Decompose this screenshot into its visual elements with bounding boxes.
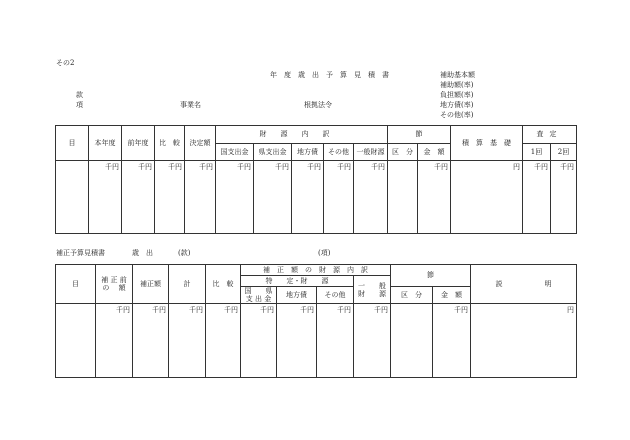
cell2-ippan[interactable]: 千円: [354, 304, 391, 378]
col-sonota: その他: [324, 144, 354, 161]
cell2-hoseimae[interactable]: 千円: [96, 304, 133, 378]
label-hojo-ritsu: 補助額(率): [440, 81, 474, 89]
cell-chihousai[interactable]: 千円: [292, 161, 324, 234]
col2-kei: 計: [169, 265, 206, 304]
cell2-hikaku[interactable]: 千円: [206, 304, 241, 378]
ippan-line2: 財 源: [358, 289, 386, 298]
cell2-hoseigaku[interactable]: 千円: [133, 304, 169, 378]
cell-kenshi[interactable]: 千円: [254, 161, 292, 234]
col2-tokutei-zaigen: 特 定・財 源: [241, 276, 354, 287]
cell2-chihousai[interactable]: 千円: [277, 304, 317, 378]
col2-ippan-zaigen: [354, 276, 391, 304]
col2-sonota: その他: [317, 287, 354, 304]
col2-kokken-shishutsu: [241, 287, 277, 304]
col-kubun: 区 分: [388, 144, 418, 161]
col-satei-2: 2回: [551, 144, 577, 161]
col-kenshi: 県支出金: [254, 144, 292, 161]
label-futan-ritsu: 負担額(率): [440, 91, 474, 99]
cell-kingaku[interactable]: 千円: [418, 161, 451, 234]
cell-kubun[interactable]: [388, 161, 418, 234]
cell-sonota[interactable]: 千円: [324, 161, 354, 234]
estimate-table: [55, 125, 577, 234]
col2-kingaku: 金 額: [433, 287, 471, 304]
col2-hoseimae: [96, 265, 133, 304]
col-kokushi: 国支出金: [216, 144, 254, 161]
col-setsu: 節: [388, 126, 451, 144]
cell-satei-2[interactable]: 千円: [551, 161, 577, 234]
col2-hikaku: 比 較: [206, 265, 241, 304]
cell2-kingaku[interactable]: 千円: [433, 304, 471, 378]
kan-paren-label: (款): [178, 249, 191, 257]
col-satei: 査定: [523, 126, 577, 144]
cell2-sonota[interactable]: 千円: [317, 304, 354, 378]
kan-label: 款: [76, 91, 83, 99]
cell-moku[interactable]: [56, 161, 89, 234]
cell-kokushi[interactable]: 千円: [216, 161, 254, 234]
cell2-kokken[interactable]: 千円: [241, 304, 277, 378]
hoseimae-line1: 補 正 前: [101, 276, 127, 284]
col2-setsumei: 説 明: [471, 265, 577, 304]
col-sekisan-kiso: 積 算 基 礎: [451, 126, 523, 161]
kou-label: 項: [76, 101, 83, 109]
label-sonota-ritsu: その他(率): [440, 111, 474, 119]
col-kingaku: 金 額: [418, 144, 451, 161]
page-label: その2: [56, 59, 75, 67]
col2-chihousai: 地方債: [277, 287, 317, 304]
col2-hoseigaku: 補正額: [133, 265, 169, 304]
col2-kubun: 区 分: [391, 287, 433, 304]
col-satei-1: 1回: [523, 144, 551, 161]
document-title: 年 度 歳 出 予 算 見 積 書: [270, 71, 389, 79]
col-zaigen-uchiwake: 財源内訳: [216, 126, 388, 144]
col2-zaigen-title: 補 正 額 の 財 源 内 訳: [241, 265, 391, 276]
cell-ippan-zaigen[interactable]: 千円: [354, 161, 388, 234]
kokken-line2: 支 出 金: [245, 295, 272, 304]
hosei-title: 補正予算見積書: [56, 249, 105, 257]
cell-sekisan-kiso[interactable]: 円: [451, 161, 523, 234]
jigyou-name-label: 事業名: [180, 101, 201, 109]
cell-hikaku[interactable]: 千円: [155, 161, 185, 234]
cell-honnendo[interactable]: 千円: [89, 161, 122, 234]
ippan-line1: 一 般: [358, 281, 386, 290]
hosei-table: [55, 264, 577, 378]
col-honnendo: 本年度: [89, 126, 122, 161]
cell-kettei[interactable]: 千円: [185, 161, 216, 234]
col2-moku: 目: [56, 265, 96, 304]
cell2-kubun[interactable]: [391, 304, 433, 378]
cell2-setsumei[interactable]: 円: [471, 304, 577, 378]
cell2-moku[interactable]: [56, 304, 96, 378]
kokken-line1: 国 県: [244, 287, 273, 295]
col-chihousai: 地方債: [292, 144, 324, 161]
hoseimae-line2: の 額: [102, 284, 126, 293]
kou-paren-label: (項): [318, 249, 331, 257]
col-hikaku: 比 較: [155, 126, 185, 161]
saishutsu-label: 歳 出: [132, 249, 153, 257]
cell2-kei[interactable]: 千円: [169, 304, 206, 378]
cell-zennendo[interactable]: 千円: [122, 161, 155, 234]
cell-satei-1[interactable]: 千円: [523, 161, 551, 234]
label-chihousai-ritsu: 地方債(率): [440, 101, 474, 109]
col-kettei: 決定額: [185, 126, 216, 161]
col2-setsu: 節: [391, 265, 471, 287]
col-zennendo: 前年度: [122, 126, 155, 161]
label-hojo-kihon: 補助基本額: [440, 71, 475, 79]
konkyo-law-label: 根拠法令: [304, 101, 332, 109]
col-moku: 目: [56, 126, 89, 161]
col-ippan-zaigen: 一般財源: [354, 144, 388, 161]
